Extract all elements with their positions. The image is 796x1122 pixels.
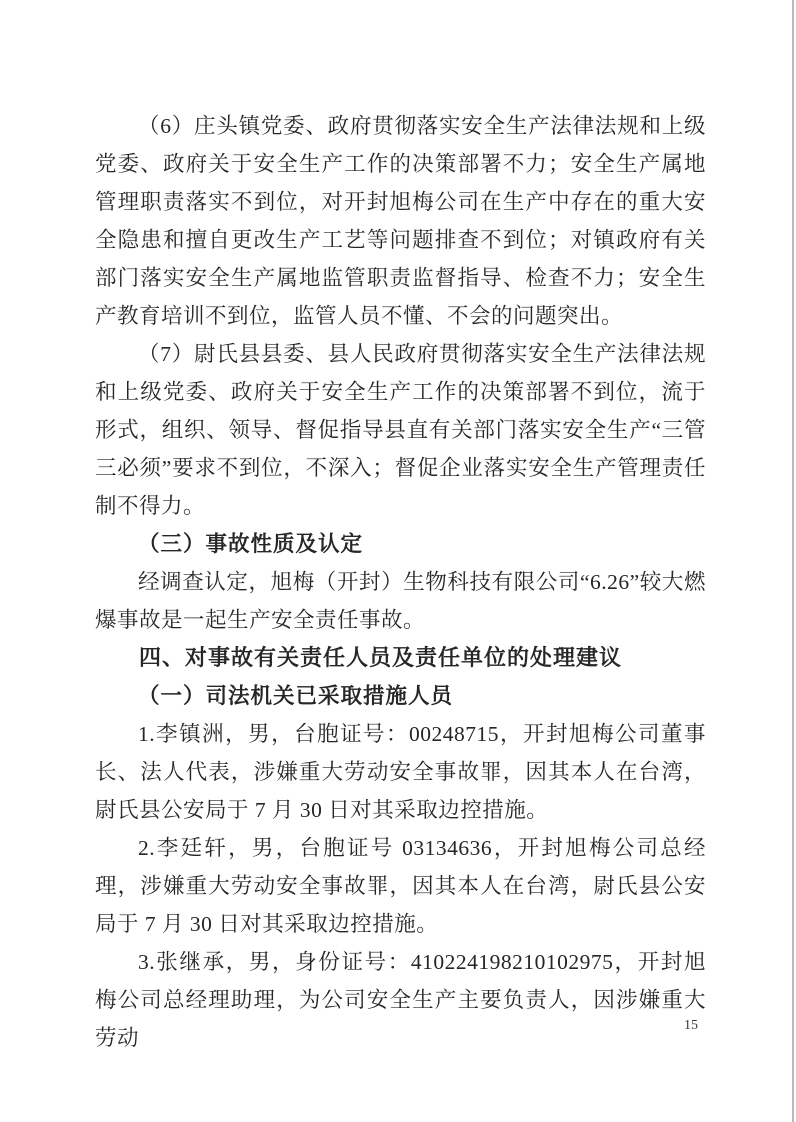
page-number: 15 <box>684 1018 698 1033</box>
heading-judicial-measures: （一）司法机关已采取措施人员 <box>138 684 454 708</box>
heading-section-4-handling: 四、对事故有关责任人员及责任单位的处理建议 <box>139 645 623 670</box>
paragraph-6-zhuangtou-town: （6）庄头镇党委、政府贯彻落实安全生产法律法规和上级党委、政府关于安全生产工作的决策部署不力；安全生产属地管理职责落实不到位，对开封旭梅公司在生产中存在的重大安全隐患和擅自更改生产工艺等问题排查不到位；对镇政府有关部门落实安全生产属地监管职责监督指导、检查不力；安全生产教育培训不到位，监管人员不懂、不会的问题突出。 <box>95 114 706 328</box>
paragraph-accident-finding: 经调查认定，旭梅（开封）生物科技有限公司“6.26”较大燃爆事故是一起生产安全责任事故。 <box>95 570 706 632</box>
paragraph-person-1-li-zhenzhou: 1.李镇洲，男，台胞证号：00248715，开封旭梅公司董事长、法人代表，涉嫌重大劳动安全事故罪，因其本人在台湾，尉氏县公安局于 7 月 30 日对其采取边控措施。 <box>95 722 706 822</box>
heading-accident-nature: （三）事故性质及认定 <box>138 532 364 556</box>
paragraph-person-2-li-tingxuan: 2.李廷轩，男，台胞证号 03134636，开封旭梅公司总经理，涉嫌重大劳动安全事故罪，因其本人在台湾，尉氏县公安局于 7 月 30 日对其采取边控措施。 <box>95 836 706 936</box>
scan-edge-artifact <box>792 0 794 1122</box>
paragraph-person-3-zhang-jicheng: 3.张继承，男，身份证号：410224198210102975，开封旭梅公司总经理助理，为公司安全生产主要负责人，因涉嫌重大劳动 <box>95 950 706 1050</box>
document-body <box>95 107 706 1057</box>
paragraph-7-weishi-county: （7）尉氏县县委、县人民政府贯彻落实安全生产法律法规和上级党委、政府关于安全生产工作的决策部署不到位，流于形式，组织、领导、督促指导县直有关部门落实安全生产“三管三必须”要求不到位，不深入；督促企业落实安全生产管理责任制不得力。 <box>95 342 706 518</box>
